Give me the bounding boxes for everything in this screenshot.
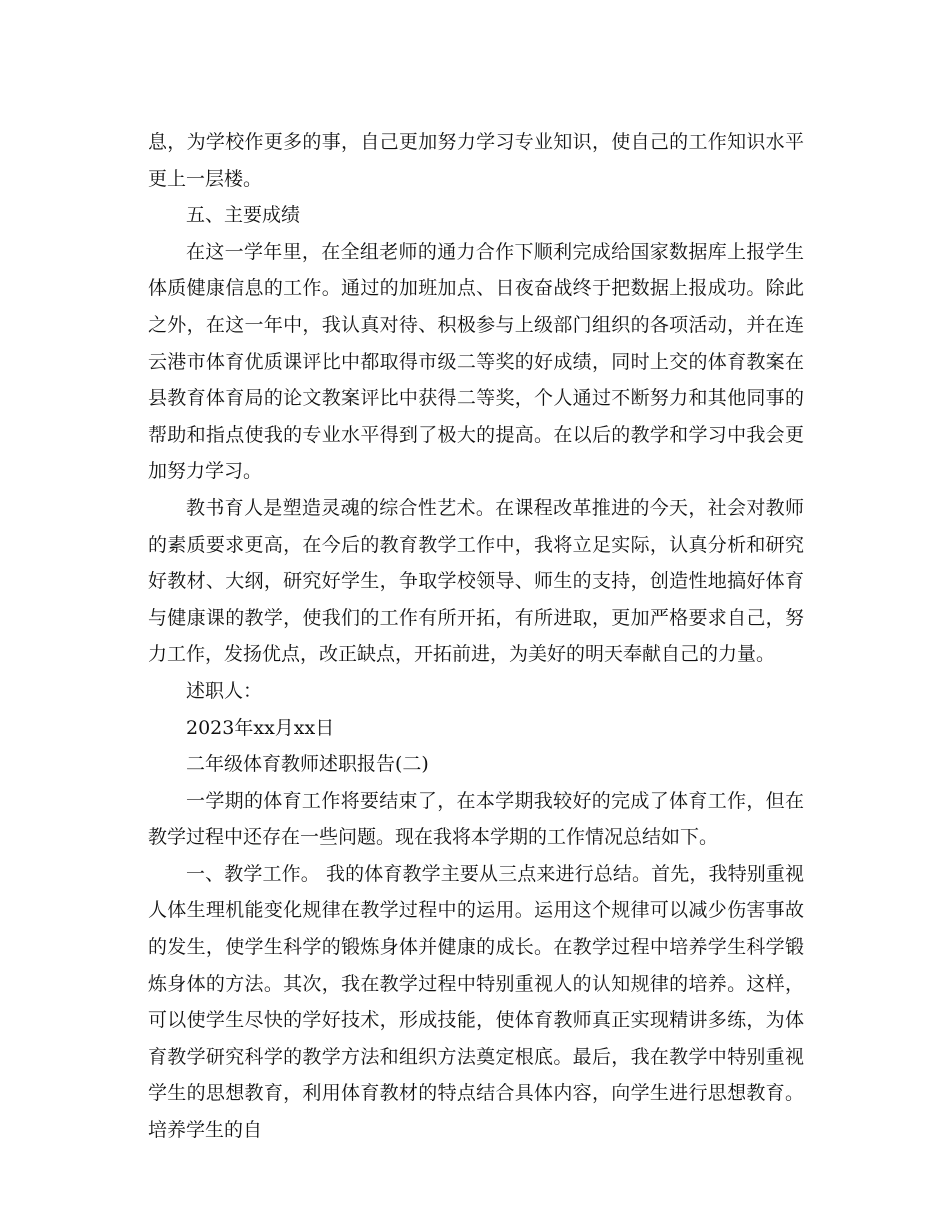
report-date: 2023年xx月xx日: [186, 716, 335, 739]
document-body: [148, 124, 804, 1149]
report-title-two: 二年级体育教师述职报告(二): [186, 753, 429, 776]
paragraph-achievements: 在这一学年里，在全组老师的通力合作下顺利完成给国家数据库上报学生体质健康信息的工作。通过的加班加点、日夜奋战终于把数据上报成功。除此之外，在这一年中，我认真对待、积极参与上级部门组织的各项活动，并在连云港市体育优质课评比中都取得市级二等奖的好成绩，同时上交的体育教案在县教育体育局的论文教案评比中获得二等奖，个人通过不断努力和其他同事的帮助和指点使我的专业水平得到了极大的提高。在以后的教学和学习中我会更加努力学习。: [148, 240, 804, 483]
section-heading-main-achievements: 五、主要成绩: [186, 204, 301, 227]
signature-label: 述职人：: [186, 679, 263, 702]
paragraph-intro-two: 一学期的体育工作将要结束了，在本学期我较好的完成了体育工作，但在教学过程中还存在一些问题。现在我将本学期的工作情况总结如下。: [148, 789, 804, 849]
paragraph-conclusion: 教书育人是塑造灵魂的综合性艺术。在课程改革推进的今天，社会对教师的素质要求更高，在今后的教育教学工作中，我将立足实际，认真分析和研究好教材、大纲，研究好学生，争取学校领导、师生的支持，创造性地搞好体育与健康课的教学，使我们的工作有所开拓，有所进取，更加严格要求自己，努力工作，发扬优点，改正缺点，开拓前进，为美好的明天奉献自己的力量。: [148, 496, 804, 666]
paragraph-teaching-work: 一、教学工作。 我的体育教学主要从三点来进行总结。首先，我特别重视人体生理机能变化规律在教学过程中的运用。运用这个规律可以减少伤害事故的发生，使学生科学的锻炼身体并健康的成长。在教学过程中培养学生科学锻炼身体的方法。其次，我在教学过程中特别重视人的认知规律的培养。这样，可以使学生尽快的学好技术，形成技能，使体育教师真正实现精讲多练，为体育教学研究科学的教学方法和组织方法奠定根底。最后，我在教学中特别重视学生的思想教育，利用体育教材的特点结合具体内容，向学生进行思想教育。培养学生的自: [148, 862, 804, 1142]
paragraph-continuation: 息，为学校作更多的事，自己更加努力学习专业知识，使自己的工作知识水平更上一层楼。: [148, 131, 804, 190]
